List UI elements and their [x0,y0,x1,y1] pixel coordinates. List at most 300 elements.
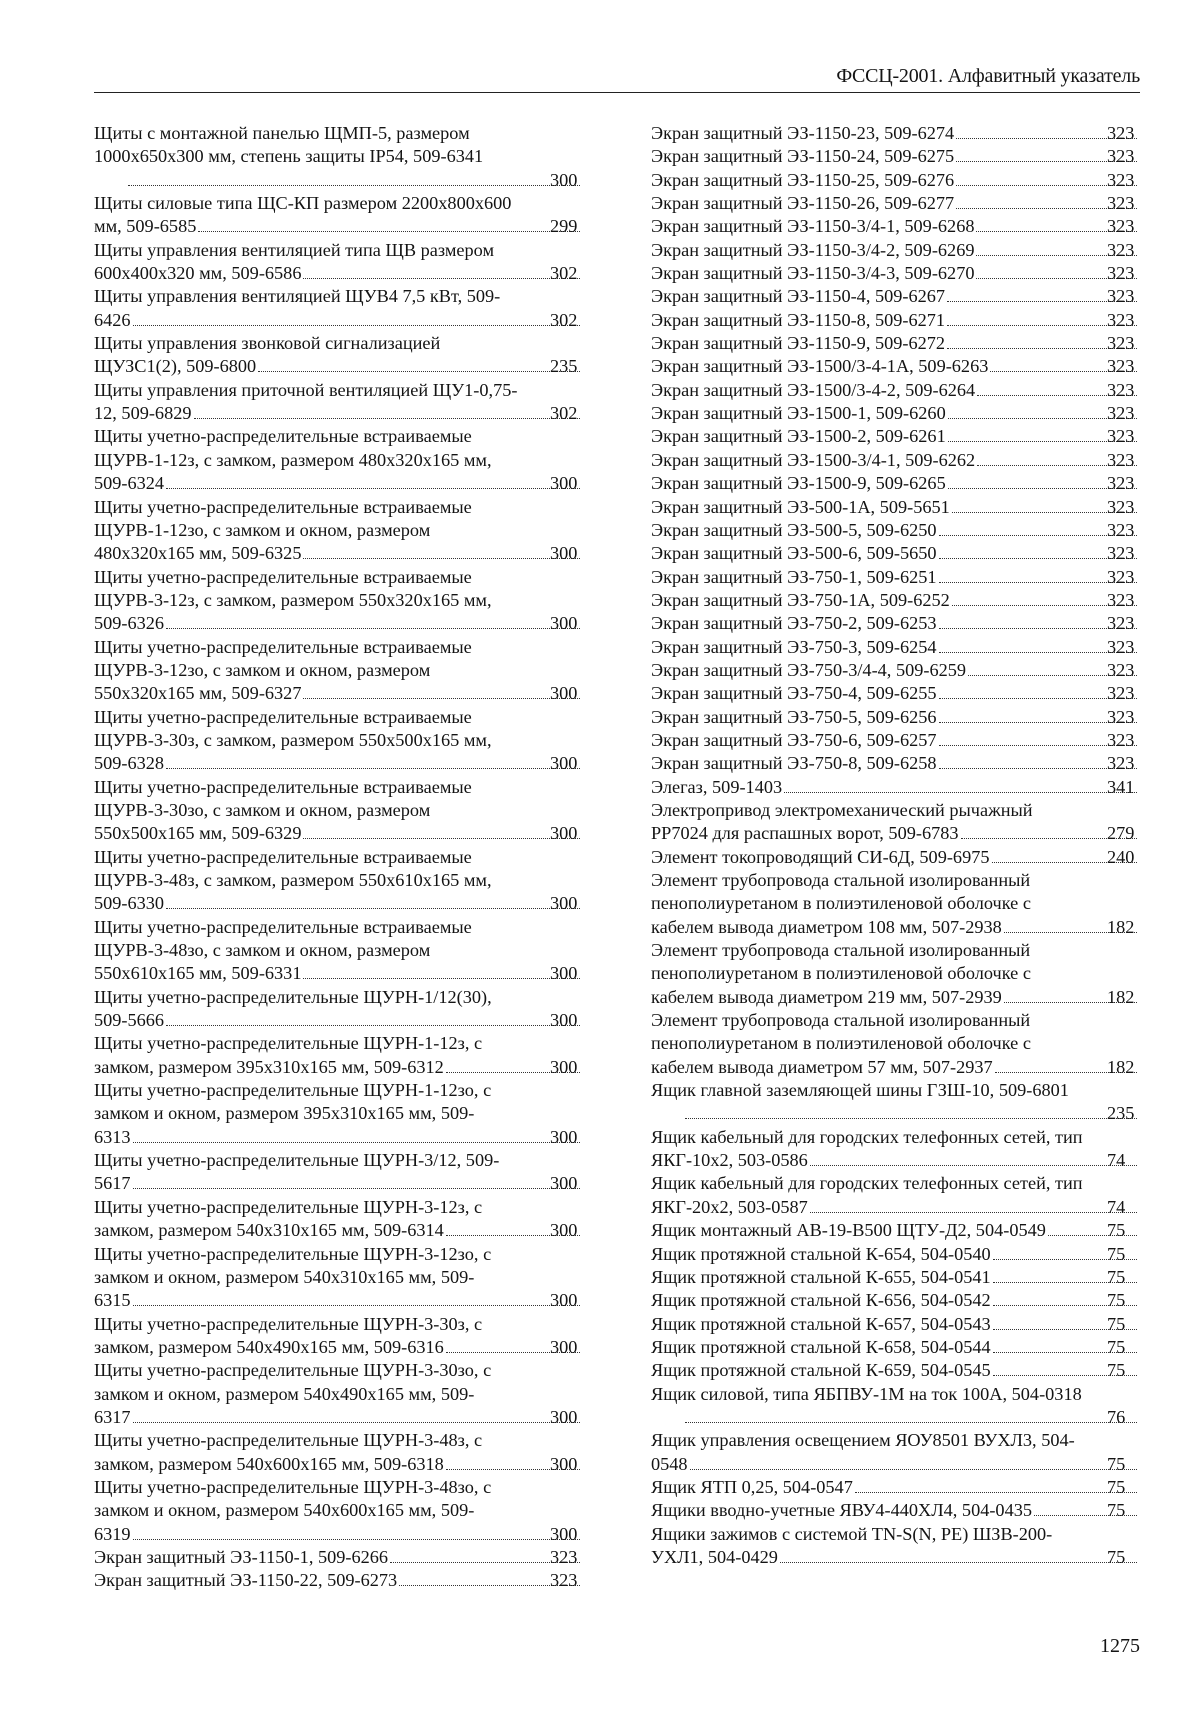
index-entry-last-line: Экран защитный ЭЗ-750-1А, 509-6252 323 [683,589,1139,612]
index-entry-text: Ящик протяжной стальной К-658, 504-0544 [651,1336,991,1357]
index-entry-last-line: Экран защитный ЭЗ-750-5, 509-6256 323 [683,706,1139,729]
index-entry-text: Щиты учетно-распределительные встраиваемые [94,846,472,867]
index-entry [651,846,1139,869]
index-entry-text: 6315 [94,1290,131,1311]
index-entry-text: замком, размером 540x600x165 мм, 509-6318 [94,1453,444,1474]
index-entry [651,729,1139,752]
dot-leader [166,768,580,769]
index-entry [94,1359,582,1429]
index-entry-last-line: 12, 509-6829 302 [126,402,582,425]
index-entry [651,519,1139,542]
index-entry-text: Ящик ЯТП 0,25, 504-0547 [651,1476,853,1497]
index-entry-text: 509-6326 [94,613,165,634]
index-entry-text: Экран защитный ЭЗ-1150-3/4-3, 509-6270 [651,263,975,284]
index-entry-last-line: Экран защитный ЭЗ-1150-26, 509-6277 323 [683,192,1139,215]
index-entry [651,402,1139,425]
index-entry [94,192,582,239]
index-entry-last-line: Экран защитный ЭЗ-750-3, 509-6254 323 [683,636,1139,659]
index-entry-text: Щиты учетно-распределительные ЩУРН-1-12зо, с [94,1080,492,1101]
index-entry-text: замком и окном, размером 540x600x165 мм, 509- [94,1500,475,1521]
dot-leader [166,628,580,629]
dot-leader [780,1562,1137,1563]
index-entry-last-line: Экран защитный ЭЗ-500-1А, 509-5651 323 [683,496,1139,519]
index-entry-text: Щиты учетно-распределительные встраиваемые [94,566,472,587]
dot-leader [133,1539,580,1540]
index-entry [651,1079,1139,1126]
index-entry [94,986,582,1033]
index-entry-text: Экран защитный ЭЗ-1150-4, 509-6267 [651,286,946,307]
index-entry-text: Ящик протяжной стальной К-656, 504-0542 [651,1290,991,1311]
index-entry-last-line: РР7024 для распашных ворот, 509-6783 279 [683,822,1139,845]
index-entry-text: 0548 [651,1453,688,1474]
index-entry-text: Экран защитный ЭЗ-1150-22, 509-6273 [94,1570,398,1591]
dot-leader [166,1025,580,1026]
index-entry-last-line: Ящик протяжной стальной К-657, 504-0543 75 [683,1313,1139,1336]
index-entry-text: Элемент трубопровода стальной изолированный [651,940,1031,961]
index-entry-text: пенополиуретаном в полиэтиленовой оболочке с [651,1033,1031,1054]
index-entry [651,1219,1139,1242]
index-entry-text: 6426 [94,309,131,330]
dot-leader [303,278,580,279]
index-entry-text: Щиты учетно-распределительные ЩУРН-3/12, 509- [94,1150,500,1171]
index-entry-last-line: Экран защитный ЭЗ-1500-3/4-1, 509-6262 323 [683,449,1139,472]
index-entry-last-line: 0548 75 [683,1453,1139,1476]
index-entry-last-line: ЩУЗС1(2), 509-6800 235 [126,355,582,378]
index-entry-text: кабелем вывода диаметром 219 мм, 507-2939 [651,986,1002,1007]
index-entry-text: замком, размером 540x310x165 мм, 509-6314 [94,1220,444,1241]
index-entry-last-line: Экран защитный ЭЗ-1500-9, 509-6265 323 [683,472,1139,495]
index-entry-last-line: 300 [126,169,582,192]
index-entry-last-line: Экран защитный ЭЗ-750-4, 509-6255 323 [683,682,1139,705]
dot-leader [303,838,580,839]
index-entry [651,1523,1139,1570]
index-entry [651,799,1139,846]
index-entry-text: Щиты учетно-распределительные ЩУРН-3-12з, с [94,1196,483,1217]
index-entry [651,379,1139,402]
index-entry-text: ЯКГ-10x2, 503-0586 [651,1150,808,1171]
index-entry-text: Ящик управления освещением ЯОУ8501 ВУХЛ3, 504- [651,1430,1075,1451]
index-entry [651,332,1139,355]
index-entry-last-line: Экран защитный ЭЗ-1150-8, 509-6271 323 [683,309,1139,332]
dot-leader [685,1422,1137,1423]
dot-leader [855,1492,1137,1493]
index-entry-text: Экран защитный ЭЗ-750-1А, 509-6252 [651,589,950,610]
index-entry [651,145,1139,168]
index-entry-last-line: Экран защитный ЭЗ-1150-9, 509-6272 323 [683,332,1139,355]
index-entry-last-line: Экран защитный ЭЗ-1150-4, 509-6267 323 [683,285,1139,308]
index-entry-text: Щиты учетно-распределительные встраиваемые [94,776,472,797]
index-entry-last-line: Экран защитный ЭЗ-500-6, 509-5650 323 [683,542,1139,565]
index-entry-last-line: Ящик протяжной стальной К-658, 504-0544 75 [683,1336,1139,1359]
index-entry-text: Щиты управления звонковой сигнализацией [94,333,441,354]
index-entry-last-line: 509-6324 300 [126,472,582,495]
index-entry-text: Экран защитный ЭЗ-500-5, 509-6250 [651,519,937,540]
index-entry [94,846,582,916]
index-entry-last-line: 550x500x165 мм, 509-6329 300 [126,822,582,845]
index-entry-last-line: Экран защитный ЭЗ-750-1, 509-6251 323 [683,566,1139,589]
index-entry-text: Экран защитный ЭЗ-1500-9, 509-6265 [651,473,946,494]
index-entry-text: Экран защитный ЭЗ-750-1, 509-6251 [651,566,937,587]
index-entry-text: мм, 509-6585 [94,216,197,237]
index-entry-text: Электропривод электромеханический рычажный [651,799,1033,820]
index-entry [651,262,1139,285]
dot-leader [810,1212,1137,1213]
dot-leader [810,1165,1137,1166]
index-entry [651,449,1139,472]
index-entry-text: 509-6330 [94,893,165,914]
index-entry-last-line: мм, 509-6585 299 [126,215,582,238]
index-entry [651,425,1139,448]
index-entry-last-line: 6313 300 [126,1126,582,1149]
index-entry-text: Щиты управления вентиляцией типа ЩВ размером [94,239,495,260]
index-entry-last-line: замком, размером 395x310x165 мм, 509-6312 300 [126,1056,582,1079]
index-entry-text: Ящики зажимов с системой TN-S(N, PE) ШЗВ-200- [651,1523,1053,1544]
index-entry [94,706,582,776]
index-entry [651,589,1139,612]
index-entry [651,215,1139,238]
index-entry-text: ЩУРВ-1-12зо, с замком и окном, размером [94,519,431,540]
dot-leader [198,231,580,232]
dot-leader [166,908,580,909]
index-entry [94,239,582,286]
index-entry-text: ЩУРВ-3-30зо, с замком и окном, размером [94,799,431,820]
index-entry-text: Щиты с монтажной панелью ЩМП-5, размером [94,123,470,143]
index-entry [94,1476,582,1546]
index-entry [651,752,1139,775]
index-entry [651,1172,1139,1219]
index-entry-text: Щиты учетно-распределительные встраиваемые [94,426,472,447]
index-entry [94,916,582,986]
index-entry-last-line: 480x320x165 мм, 509-6325 300 [126,542,582,565]
dot-leader [133,1422,580,1423]
index-entry [651,239,1139,262]
index-entry-last-line: Экран защитный ЭЗ-1150-25, 509-6276 323 [683,169,1139,192]
index-entry-text: замком, размером 540x490x165 мм, 509-6316 [94,1336,444,1357]
index-entry-last-line: Экран защитный ЭЗ-1500-1, 509-6260 323 [683,402,1139,425]
index-entry [651,285,1139,308]
index-entry-last-line: Экран защитный ЭЗ-1500-2, 509-6261 323 [683,425,1139,448]
index-entry-last-line: 509-6328 300 [126,752,582,775]
index-entry-last-line: 5617 300 [126,1172,582,1195]
index-entry [651,706,1139,729]
index-entry [94,636,582,706]
index-entry-text: ЩУЗС1(2), 509-6800 [94,356,257,377]
index-entry-text: Экран защитный ЭЗ-1500-3/4-1, 509-6262 [651,449,976,470]
index-entry [651,682,1139,705]
index-entry-text: 6319 [94,1523,131,1544]
index-entry-text: Экран защитный ЭЗ-1150-3/4-2, 509-6269 [651,239,975,260]
index-entry-text: Щиты силовые типа ЩС-КП размером 2200x800x600 [94,193,512,214]
index-entry-last-line: Экран защитный ЭЗ-500-5, 509-6250 323 [683,519,1139,542]
index-entry-text: ЩУРВ-3-30з, с замком, размером 550x500x165 мм, [94,729,492,750]
index-entry-text: Экран защитный ЭЗ-750-6, 509-6257 [651,729,937,750]
index-entry-text: Элегаз, 509-1403 [651,776,783,797]
index-entry-text: 509-6324 [94,473,165,494]
index-entry [651,1289,1139,1312]
index-entry-text: Экран защитный ЭЗ-500-1А, 509-5651 [651,496,950,517]
index-entry-text: Экран защитный ЭЗ-1150-25, 509-6276 [651,169,955,190]
index-entry-text: РР7024 для распашных ворот, 509-6783 [651,823,959,844]
index-entry-last-line: Экран защитный ЭЗ-1150-3/4-2, 509-6269 323 [683,239,1139,262]
index-entry-last-line: Экран защитный ЭЗ-1500/3-4-1А, 509-6263 323 [683,355,1139,378]
index-entry [651,472,1139,495]
dot-leader [133,325,580,326]
index-entry-last-line: Экран защитный ЭЗ-1150-24, 509-6275 323 [683,145,1139,168]
dot-leader [685,1118,1137,1119]
index-entry [651,192,1139,215]
index-entry-last-line: Экран защитный ЭЗ-750-2, 509-6253 323 [683,612,1139,635]
index-entry-text: пенополиуретаном в полиэтиленовой оболочке с [651,963,1031,984]
index-entry-text: Щиты учетно-распределительные ЩУРН-3-30зо, с [94,1360,492,1381]
index-entry-last-line: Экран защитный ЭЗ-750-3/4-4, 509-6259 323 [683,659,1139,682]
index-entry-last-line: 550x320x165 мм, 509-6327 300 [126,682,582,705]
index-entry-last-line: Ящик монтажный АВ-19-В500 ЩТУ-Д2, 504-0549 75 [683,1219,1139,1242]
index-entry [94,379,582,426]
dot-leader [133,1188,580,1189]
index-entry-text: замком, размером 395x310x165 мм, 509-6312 [94,1056,444,1077]
index-entry-text: Ящик протяжной стальной К-659, 504-0545 [651,1360,991,1381]
index-entry-text: Щиты учетно-распределительные ЩУРН-3-48з, с [94,1430,483,1451]
index-entry-text: Щиты управления вентиляцией ЩУВ4 7,5 кВт, 509- [94,286,501,307]
index-entry-text: замком и окном, размером 395x310x165 мм, 509- [94,1103,475,1124]
index-entry-text: ЩУРВ-3-48зо, с замком и окном, размером [94,940,431,961]
index-entry-last-line: Экран защитный ЭЗ-1500/3-4-2, 509-6264 323 [683,379,1139,402]
index-entry-last-line: Экран защитный ЭЗ-1150-22, 509-6273 323 [126,1569,582,1592]
index-entry-text: Щиты учетно-распределительные встраиваемые [94,916,472,937]
index-entry-text: кабелем вывода диаметром 57 мм, 507-2937 [651,1056,993,1077]
index-entry-text: ЩУРВ-3-12з, с замком, размером 550x320x165 мм, [94,589,492,610]
index-entry-last-line: 6315 300 [126,1289,582,1312]
index-entry-text: ЩУРВ-3-48з, с замком, размером 550x610x165 мм, [94,870,492,890]
index-entry-text: Экран защитный ЭЗ-750-8, 509-6258 [651,753,937,774]
index-entry-text: Экран защитный ЭЗ-1150-24, 509-6275 [651,146,955,167]
index-entry-text: Ящик монтажный АВ-19-В500 ЩТУ-Д2, 504-0549 [651,1220,1046,1241]
index-entry [651,122,1139,145]
index-entry-text: Экран защитный ЭЗ-1150-3/4-1, 509-6268 [651,216,975,237]
index-entry-text: 6317 [94,1406,131,1427]
index-entry-last-line: 509-5666 300 [126,1009,582,1032]
index-entry-last-line: 6319 300 [126,1523,582,1546]
index-entry-text: Ящики вводно-учетные ЯВУ4-440ХЛ4, 504-0435 [651,1500,1032,1521]
index-entry [651,169,1139,192]
index-entry-last-line: 76 [683,1406,1139,1429]
index-entry [94,1149,582,1196]
index-entry [94,332,582,379]
dot-leader [166,488,580,489]
index-entry-last-line: Элегаз, 509-1403 341 [683,776,1139,799]
page-number: 1275 [1100,1635,1140,1657]
index-entry-last-line: 550x610x165 мм, 509-6331 300 [126,962,582,985]
index-entry [651,1009,1139,1079]
index-entry-text: Щиты учетно-распределительные встраиваемые [94,706,472,727]
index-entry-text: Экран защитный ЭЗ-1500/3-4-1А, 509-6263 [651,356,989,377]
index-entry-last-line: УХЛ1, 504-0429 75 [683,1546,1139,1569]
index-entry-text: 1000x650x300 мм, степень защиты IP54, 509-6341 [94,146,484,167]
header-rule [94,92,1140,93]
index-entry-text: кабелем вывода диаметром 108 мм, 507-2938 [651,916,1002,937]
index-entry-text: замком и окном, размером 540x310x165 мм, 509- [94,1266,475,1287]
index-entry-text: Экран защитный ЭЗ-750-3, 509-6254 [651,636,937,657]
index-entry-last-line: замком, размером 540x490x165 мм, 509-6316 300 [126,1336,582,1359]
index-entry-last-line: Ящик ЯТП 0,25, 504-0547 75 [683,1476,1139,1499]
index-entry-text: Щиты управления приточной вентиляцией ЩУ1-0,75- [94,379,518,400]
index-entry-last-line: замком, размером 540x600x165 мм, 509-6318 300 [126,1453,582,1476]
index-entry [651,355,1139,378]
index-entry-text: Щиты учетно-распределительные ЩУРН-3-48зо, с [94,1476,492,1497]
index-entry-last-line: Ящик протяжной стальной К-656, 504-0542 75 [683,1289,1139,1312]
index-entry [651,542,1139,565]
index-entry [94,1243,582,1313]
index-entry [651,612,1139,635]
dot-leader [194,418,581,419]
index-entry [651,869,1139,939]
index-entry-last-line: Экран защитный ЭЗ-1150-3/4-3, 509-6270 323 [683,262,1139,285]
index-entry-text: Ящик силовой, типа ЯБПВУ-1М на ток 100А, 504-0318 [651,1383,1082,1404]
index-entry [651,1429,1139,1476]
index-entry-text: 509-6328 [94,753,165,774]
index-entry [94,1196,582,1243]
index-entry [94,122,582,192]
dot-leader [303,698,580,699]
index-entry-text: ЩУРВ-3-12зо, с замком и окном, размером [94,659,431,680]
index-entry-text: Экран защитный ЭЗ-1150-26, 509-6277 [651,193,955,214]
index-entry-text: Щиты учетно-распределительные ЩУРН-3-30з, с [94,1313,483,1334]
index-entry-text: Экран защитный ЭЗ-750-5, 509-6256 [651,706,937,727]
index-entry-text: Ящик протяжной стальной К-654, 504-0540 [651,1243,991,1264]
index-entry-text: ЯКГ-20x2, 503-0587 [651,1196,808,1217]
index-entry [651,1313,1139,1336]
index-entry-text: Экран защитный ЭЗ-750-2, 509-6253 [651,613,937,634]
index-column-left [94,122,582,1593]
index-entry [94,496,582,566]
index-entry-text: Щиты учетно-распределительные встраиваемые [94,636,472,657]
index-entry-last-line: Экран защитный ЭЗ-1150-23, 509-6274 323 [683,122,1139,145]
index-entry-text: Элемент трубопровода стальной изолированный [651,1010,1031,1031]
index-entry [651,1266,1139,1289]
index-entry-text: 509-5666 [94,1010,165,1031]
index-entry-text: Ящик главной заземляющей шины ГЗШ-10, 509-6801 [651,1080,1069,1101]
index-entry [651,1383,1139,1430]
index-entry-text: Экран защитный ЭЗ-1500/3-4-2, 509-6264 [651,379,976,400]
index-entry [94,1079,582,1149]
index-entry [94,1313,582,1360]
index-entry-last-line: Экран защитный ЭЗ-750-8, 509-6258 323 [683,752,1139,775]
index-entry-last-line: ЯКГ-20x2, 503-0587 74 [683,1196,1139,1219]
dot-leader [128,185,580,186]
dot-leader [784,792,1137,793]
index-entry [94,1032,582,1079]
dot-leader [690,1469,1137,1470]
index-entry-text: Экран защитный ЭЗ-750-3/4-4, 509-6259 [651,659,967,680]
index-entry-last-line: 6317 300 [126,1406,582,1429]
index-entry-text: Щиты учетно-распределительные встраиваемые [94,496,472,517]
index-entry-text: 12, 509-6829 [94,403,192,424]
index-entry-text: Экран защитный ЭЗ-750-4, 509-6255 [651,683,937,704]
index-entry-text: Экран защитный ЭЗ-1150-23, 509-6274 [651,123,955,143]
index-entry-last-line: Ящик протяжной стальной К-659, 504-0545 75 [683,1359,1139,1382]
index-entry-last-line: 235 [683,1102,1139,1125]
index-entry-text: Щиты учетно-распределительные ЩУРН-1/12(30), [94,986,492,1007]
dot-leader [303,978,580,979]
index-entry-text: Ящик протяжной стальной К-655, 504-0541 [651,1266,991,1287]
index-entry-last-line: 6426 302 [126,309,582,332]
index-entry [651,776,1139,799]
index-entry [651,496,1139,519]
index-entry-text: 600x400x320 мм, 509-6586 [94,263,302,284]
index-entry-text: 550x320x165 мм, 509-6327 [94,683,302,704]
index-entry-last-line: 509-6330 300 [126,892,582,915]
dot-leader [258,371,580,372]
index-entry-text: Элемент трубопровода стальной изолированный [651,870,1031,890]
index-entry [651,1243,1139,1266]
index-entry-text: 480x320x165 мм, 509-6325 [94,543,302,564]
index-entry-text: Экран защитный ЭЗ-1500-2, 509-6261 [651,426,946,447]
index-entry-last-line: Ящик протяжной стальной К-654, 504-0540 75 [683,1243,1139,1266]
index-entry-text: 5617 [94,1173,131,1194]
index-entry-last-line: 600x400x320 мм, 509-6586 302 [126,262,582,285]
index-entry-last-line: ЯКГ-10x2, 503-0586 74 [683,1149,1139,1172]
index-entry [94,1429,582,1476]
index-entry-text: Щиты учетно-распределительные ЩУРН-3-12зо, с [94,1243,492,1264]
index-entry [651,1359,1139,1382]
index-column-right [651,122,1139,1569]
running-header: ФССЦ-2001. Алфавитный указатель [836,65,1140,87]
index-entry [651,636,1139,659]
index-entry-text: 550x500x165 мм, 509-6329 [94,823,302,844]
index-entry-text: 550x610x165 мм, 509-6331 [94,963,302,984]
index-entry-text: Экран защитный ЭЗ-500-6, 509-5650 [651,543,937,564]
index-entry-last-line: замком, размером 540x310x165 мм, 509-6314 300 [126,1219,582,1242]
index-entry-text: Ящик кабельный для городских телефонных сетей, тип [651,1173,1083,1194]
dot-leader [133,1142,580,1143]
dot-leader [303,558,580,559]
index-entry [94,285,582,332]
index-entry-last-line: Экран защитный ЭЗ-1150-3/4-1, 509-6268 323 [683,215,1139,238]
index-entry-last-line: кабелем вывода диаметром 57 мм, 507-2937 182 [683,1056,1139,1079]
index-entry [651,1336,1139,1359]
index-entry-last-line: кабелем вывода диаметром 219 мм, 507-2939 182 [683,986,1139,1009]
index-entry [651,1499,1139,1522]
index-entry-text: Экран защитный ЭЗ-1150-9, 509-6272 [651,333,946,354]
index-entry-last-line: Экран защитный ЭЗ-750-6, 509-6257 323 [683,729,1139,752]
index-entry-text: ЩУРВ-1-12з, с замком, размером 480x320x165 мм, [94,449,492,470]
index-entry-text: Ящик кабельный для городских телефонных сетей, тип [651,1126,1083,1147]
index-entry-text: Элемент токопроводящий СИ-6Д, 509-6975 [651,846,990,867]
index-entry-last-line: 509-6326 300 [126,612,582,635]
index-entry-last-line: Элемент токопроводящий СИ-6Д, 509-6975 240 [683,846,1139,869]
index-entry [94,425,582,495]
index-entry [651,659,1139,682]
index-entry-text: пенополиуретаном в полиэтиленовой оболочке с [651,893,1031,914]
index-entry [651,309,1139,332]
index-entry [651,939,1139,1009]
index-entry [94,1546,582,1569]
index-entry [651,566,1139,589]
index-entry-text: Экран защитный ЭЗ-1150-1, 509-6266 [94,1546,389,1567]
index-entry-text: 6313 [94,1126,131,1147]
index-entry-last-line: кабелем вывода диаметром 108 мм, 507-2938 182 [683,916,1139,939]
index-entry [94,566,582,636]
index-entry-text: Экран защитный ЭЗ-1150-8, 509-6271 [651,309,946,330]
index-entry-text: Экран защитный ЭЗ-1500-1, 509-6260 [651,403,946,424]
index-entry-text: замком и окном, размером 540x490x165 мм, 509- [94,1383,475,1404]
index-entry-last-line: Экран защитный ЭЗ-1150-1, 509-6266 323 [126,1546,582,1569]
index-entry [94,1569,582,1592]
index-entry-last-line: Ящик протяжной стальной К-655, 504-0541 75 [683,1266,1139,1289]
index-entry [651,1126,1139,1173]
index-entry-text: Щиты учетно-распределительные ЩУРН-1-12з, с [94,1033,483,1054]
index-entry-last-line: Ящики вводно-учетные ЯВУ4-440ХЛ4, 504-0435 75 [683,1499,1139,1522]
